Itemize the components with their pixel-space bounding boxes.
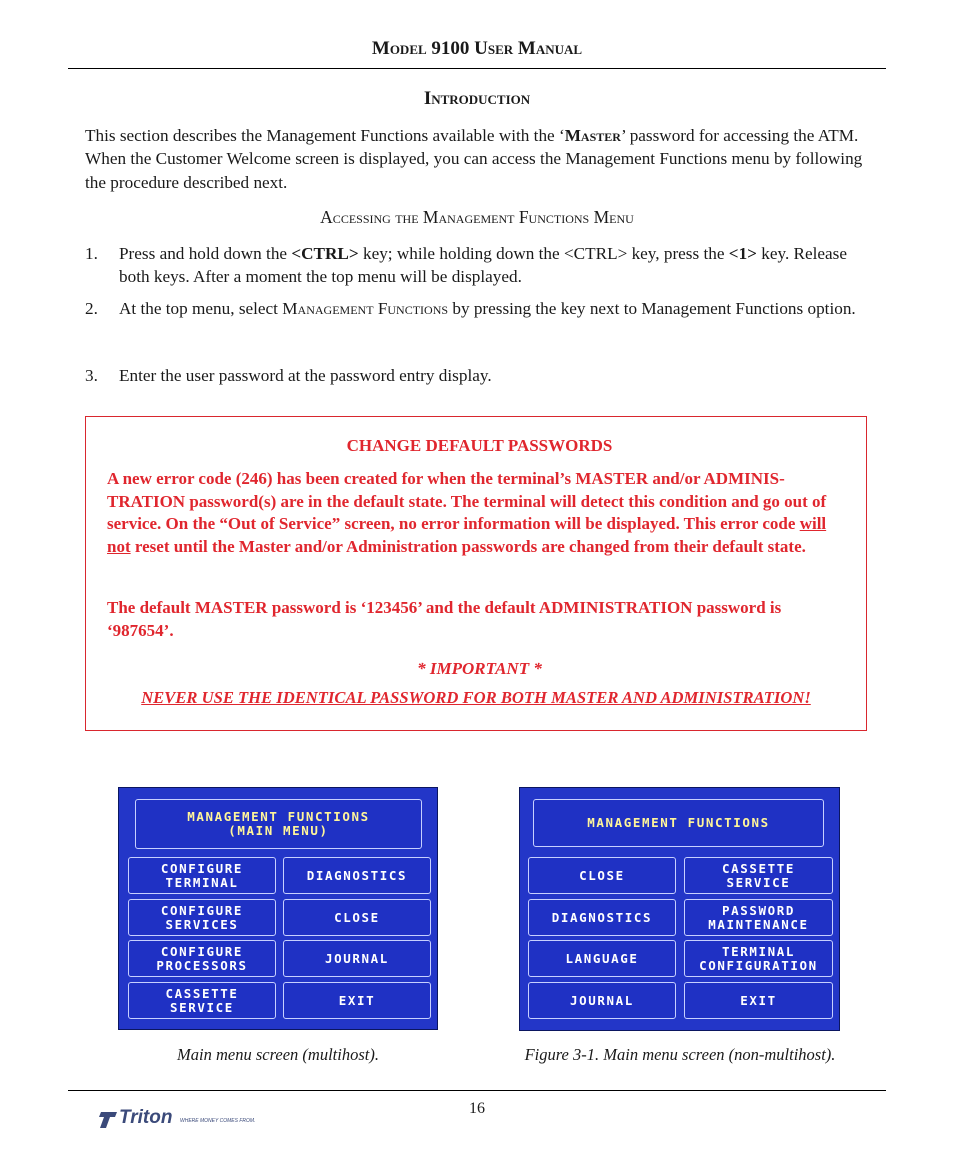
multihost-caption: Main menu screen (multihost). — [177, 1045, 379, 1064]
logo-wordmark: Triton — [119, 1107, 173, 1128]
step-text: by pressing the key next to Management Functions option. — [448, 299, 856, 318]
screen-title: MANAGEMENT FUNCTIONS — [533, 799, 824, 847]
notice-warning: NEVER USE THE IDENTICAL PASSWORD FOR BOTH MASTER AND ADMINISTRATION! — [141, 688, 811, 707]
diagnostics-button[interactable]: DIAGNOSTICS — [528, 899, 676, 936]
step-text: Press and hold down the — [119, 244, 292, 263]
language-button[interactable]: LANGUAGE — [528, 940, 676, 977]
step-text: key. Release both keys. After a moment the top menu will be displayed. — [119, 244, 848, 287]
master-keyword: Master — [564, 126, 621, 145]
diagnostics-button[interactable]: DIAGNOSTICS — [283, 857, 431, 894]
figure-caption: Figure 3-1. Main menu screen (non-multihost). — [524, 1045, 836, 1064]
one-key-label: <1> — [728, 244, 757, 263]
triton-logo-mark-icon — [97, 1110, 119, 1130]
close-button[interactable]: CLOSE — [283, 899, 431, 936]
manual-header-title: Model 9100 User Manual — [371, 38, 583, 59]
notice-emphasis: will not — [107, 514, 827, 556]
list-item — [85, 242, 871, 289]
header-rule — [68, 68, 886, 69]
notice-paragraph-1 — [107, 468, 852, 558]
cassette-service-button[interactable]: CASSETTE SERVICE — [128, 982, 276, 1019]
page-number: 16 — [469, 1100, 485, 1117]
exit-button[interactable]: EXIT — [283, 982, 431, 1019]
journal-button[interactable]: JOURNAL — [528, 982, 676, 1019]
notice-important: * IMPORTANT * — [417, 659, 542, 678]
screen-title: MANAGEMENT FUNCTIONS (MAIN MENU) — [135, 799, 422, 849]
exit-button[interactable]: EXIT — [684, 982, 833, 1019]
password-maintenance-button[interactable]: PASSWORD MAINTENANCE — [684, 899, 833, 936]
close-button[interactable]: CLOSE — [528, 857, 676, 894]
list-item — [85, 364, 871, 387]
terminal-configuration-button[interactable]: TERMINAL CONFIGURATION — [684, 940, 833, 977]
management-functions-keyword: Management Functions — [282, 299, 449, 318]
intro-text-b: ’ password for accessing the ATM. When the Customer Welcome screen is displayed, you can access the Management Functions menu by following the procedure described next. — [85, 126, 863, 192]
configure-services-button[interactable]: CONFIGURE SERVICES — [128, 899, 276, 936]
notice-text: A new error code (246) has been created for when the terminal’s MASTER and/or ADMINIS-TRATION password(s) are in the default state. The terminal will detect this condition and go out of service. On the “Out of Service” screen, no error information will be displayed. This error code — [107, 469, 827, 534]
step-text: Enter the user password at the password entry display. — [119, 366, 492, 385]
step-number: 1. — [85, 244, 98, 263]
list-item — [85, 297, 871, 320]
footer-rule — [68, 1090, 886, 1091]
triton-logo — [97, 1108, 267, 1132]
non-multihost-menu-screen — [519, 787, 840, 1031]
notice-heading: CHANGE DEFAULT PASSWORDS — [346, 436, 613, 455]
logo-tagline: WHERE MONEY COMES FROM. — [180, 1118, 256, 1124]
section-title: Introduction — [423, 88, 531, 109]
configure-processors-button[interactable]: CONFIGURE PROCESSORS — [128, 940, 276, 977]
notice-text: reset until the Master and/or Administration passwords are changed from their default state. — [130, 536, 806, 556]
configure-terminal-button[interactable]: CONFIGURE TERMINAL — [128, 857, 276, 894]
journal-button[interactable]: JOURNAL — [283, 940, 431, 977]
cassette-service-button[interactable]: CASSETTE SERVICE — [684, 857, 833, 894]
intro-text-a: This section describes the Management Functions available with the ‘ — [85, 126, 565, 145]
intro-paragraph — [85, 124, 871, 194]
subsection-title: Accessing the Management Functions Menu — [320, 207, 634, 227]
step-text: key; while holding down the <CTRL> key, press the — [358, 244, 729, 263]
step-number: 3. — [85, 366, 98, 385]
step-number: 2. — [85, 299, 98, 318]
multihost-menu-screen — [118, 787, 438, 1030]
step-text: At the top menu, select — [119, 299, 283, 318]
notice-paragraph-2: The default MASTER password is ‘123456’ and the default ADMINISTRATION password is ‘987654’. — [107, 598, 782, 640]
ctrl-key-label: <CTRL> — [291, 244, 359, 263]
default-password-notice — [85, 416, 867, 731]
